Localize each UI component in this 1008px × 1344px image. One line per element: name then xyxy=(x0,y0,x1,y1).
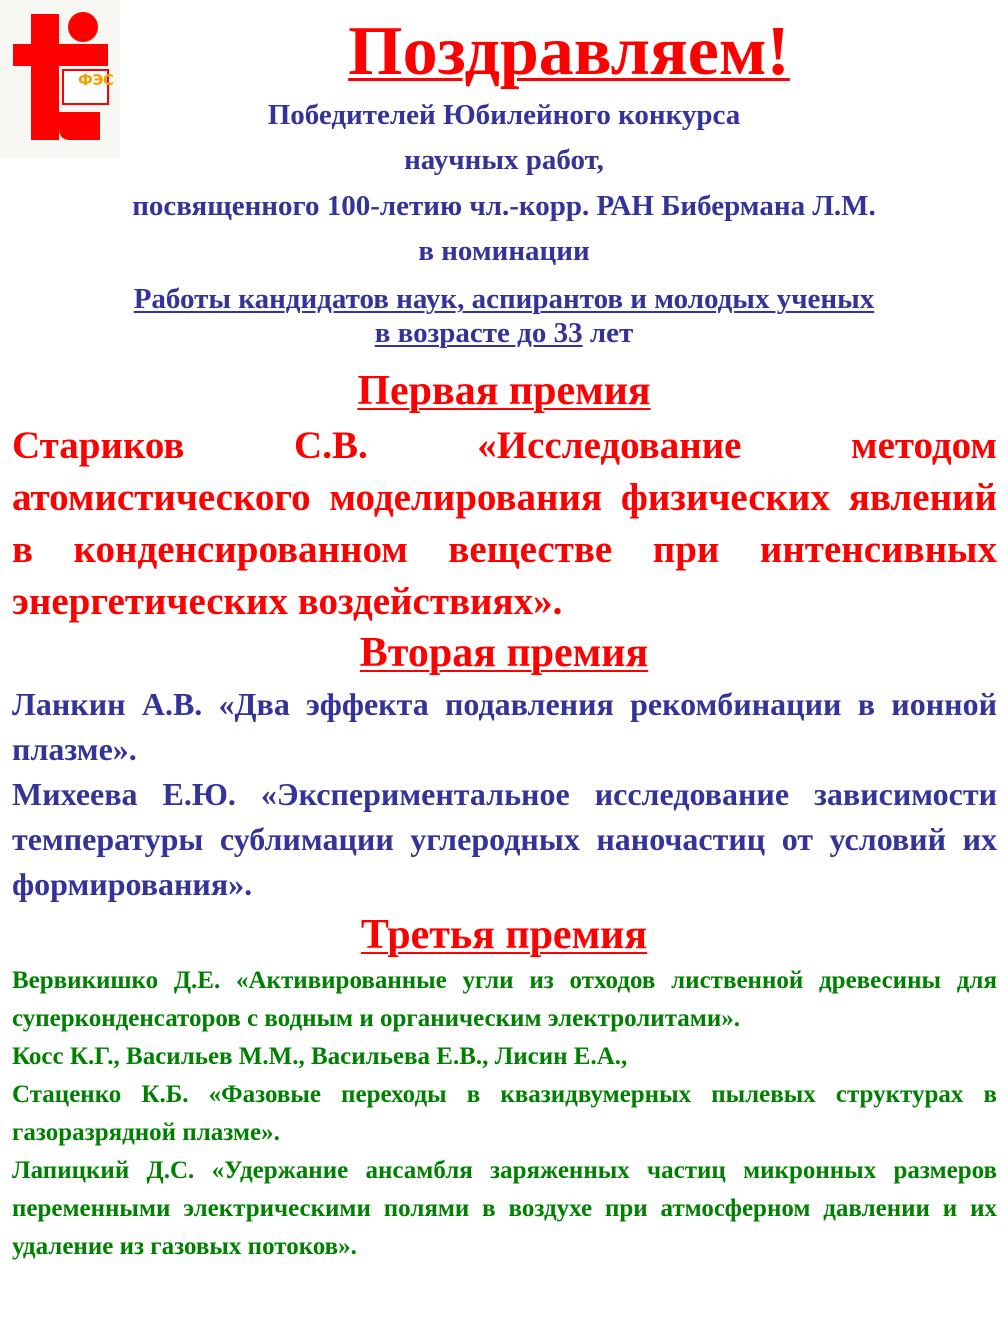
second-prize-entry: Ланкин А.В. «Два эффекта подавления рекомбинации в ионной плазме». xyxy=(12,686,997,767)
first-prize-entry: Стариков С.В. «Исследование методом атомистического моделирования физических явлений в конденсированном веществе при интенсивных энергетических воздействиях». xyxy=(12,424,997,623)
nomination-age-tail: лет xyxy=(582,317,634,349)
nomination-line-2 xyxy=(0,316,1008,350)
third-prize-entry: Косс К.Г., Васильев М.М., Васильева Е.В., Лисин Е.А., xyxy=(12,1043,628,1070)
nomination-line-1: Работы кандидатов наук, аспирантов и молодых ученых xyxy=(133,283,875,315)
header-line-2: научных работ, xyxy=(404,144,604,176)
second-prize-entry: Михеева Е.Ю. «Экспериментальное исследование зависимости температуры сублимации углеродных наночастиц от условий их формирования». xyxy=(12,776,997,902)
page-title: Поздравляем! xyxy=(348,13,790,90)
header-line-1: Победителей Юбилейного конкурса xyxy=(267,99,741,131)
first-prize-heading: Первая премия xyxy=(357,368,651,414)
third-prize-entry: Лапицкий Д.С. «Удержание ансамбля заряженных частиц микронных размеров переменными электрическими полями в воздухе при атмосферном давлении и их удаление из газовых потоков». xyxy=(12,1157,997,1260)
second-prize-heading: Вторая премия xyxy=(359,630,649,676)
third-prize-entry: Вервикишко Д.Е. «Активированные угли из отходов лиственной древесины для суперконденсаторов с водным и органическим электролитами». xyxy=(12,967,997,1032)
first-prize-list xyxy=(12,420,997,628)
header-line-4: в номинации xyxy=(418,235,590,267)
header-line-3: посвященного 100-летию чл.-корр. РАН Бибермана Л.М. xyxy=(132,190,876,222)
third-prize-list xyxy=(12,962,997,1266)
second-prize-list xyxy=(12,682,997,907)
logo-text: ФЭС xyxy=(78,71,114,89)
third-prize-heading: Третья премия xyxy=(360,912,648,958)
nomination-age: в возрасте до 33 xyxy=(374,317,583,349)
third-prize-entry: Стаценко К.Б. «Фазовые переходы в квазидвумерных пылевых структурах в газоразрядной плазме». xyxy=(12,1081,997,1146)
logo xyxy=(0,0,120,158)
